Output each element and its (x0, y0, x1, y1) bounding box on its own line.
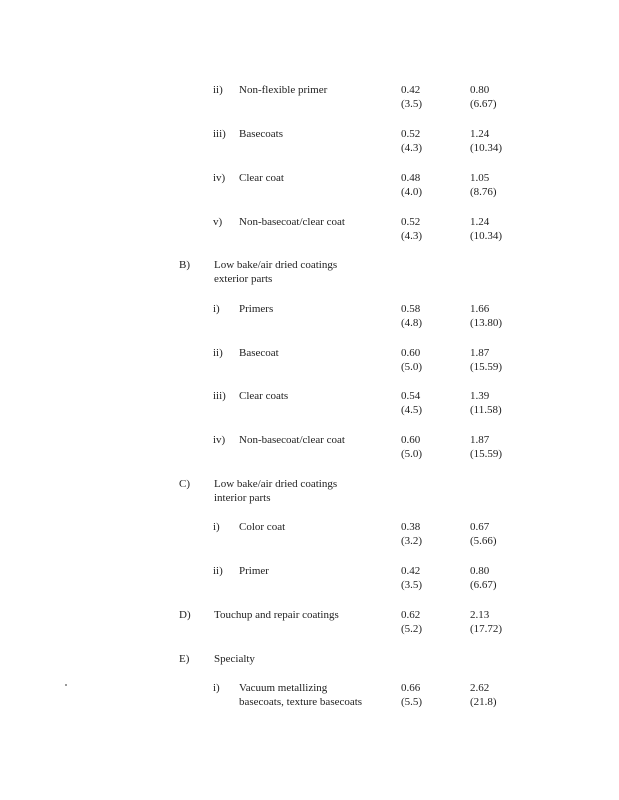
item-number: iv) (213, 172, 226, 184)
value-col-1: 0.52 (4.3) (401, 216, 423, 242)
value-col-1: 0.42 (3.5) (401, 565, 423, 591)
item-label: Non-basecoat/clear coat (239, 434, 345, 446)
value-col-1: 0.66 (5.5) (401, 682, 423, 708)
item-number: iv) (213, 434, 226, 446)
item-number: ii) (213, 347, 223, 359)
item-label: Basecoats (239, 128, 283, 140)
value-col-1: 0.58 (4.8) (401, 303, 423, 329)
value-col-1: 0.38 (3.2) (401, 521, 423, 547)
item-number: ii) (213, 84, 223, 96)
value-col-2: 1.24 (10.34) (470, 128, 503, 154)
value-col-2: 0.80 (6.67) (470, 565, 497, 591)
value-col-1: 0.60 (5.0) (401, 434, 423, 460)
value-col-2: 1.66 (13.80) (470, 303, 503, 329)
item-label: Basecoat (239, 347, 279, 359)
value-col-1: 0.62 (5.2) (401, 609, 423, 635)
item-label: Vacuum metallizing basecoats, texture basecoats (239, 682, 363, 708)
item-label: Primer (239, 565, 269, 577)
item-label: Primers (239, 303, 274, 315)
section-label: Touchup and repair coatings (214, 609, 339, 621)
value-col-2: 1.39 (11.58) (470, 390, 502, 416)
section-label: Low bake/air dried coatings exterior parts (214, 259, 338, 285)
value-col-1: 0.60 (5.0) (401, 347, 423, 373)
item-number: i) (213, 521, 220, 533)
value-col-2: 2.62 (21.8) (470, 682, 497, 708)
section-label: Low bake/air dried coatings interior parts (214, 478, 338, 504)
item-label: Clear coat (239, 172, 284, 184)
item-label: Clear coats (239, 390, 289, 402)
value-col-2: 0.80 (6.67) (470, 84, 497, 110)
value-col-1: 0.42 (3.5) (401, 84, 423, 110)
scan-speck (65, 684, 67, 686)
item-label: Non-flexible primer (239, 84, 328, 96)
item-number: ii) (213, 565, 223, 577)
value-col-1: 0.52 (4.3) (401, 128, 423, 154)
value-col-2: 2.13 (17.72) (470, 609, 503, 635)
item-number: v) (213, 216, 223, 228)
value-col-1: 0.54 (4.5) (401, 390, 423, 416)
section-letter: C) (179, 478, 190, 490)
section-letter: B) (179, 259, 190, 271)
item-number: iii) (213, 390, 226, 402)
value-col-1: 0.48 (4.0) (401, 172, 423, 198)
item-number: i) (213, 303, 220, 315)
item-number: iii) (213, 128, 226, 140)
section-label: Specialty (214, 653, 255, 665)
item-number: i) (213, 682, 220, 694)
section-letter: E) (179, 653, 190, 665)
value-col-2: 1.24 (10.34) (470, 216, 503, 242)
item-label: Non-basecoat/clear coat (239, 216, 345, 228)
value-col-2: 0.67 (5.66) (470, 521, 497, 547)
item-label: Color coat (239, 521, 286, 533)
section-letter: D) (179, 609, 191, 621)
value-col-2: 1.87 (15.59) (470, 434, 503, 460)
value-col-2: 1.87 (15.59) (470, 347, 503, 373)
value-col-2: 1.05 (8.76) (470, 172, 497, 198)
